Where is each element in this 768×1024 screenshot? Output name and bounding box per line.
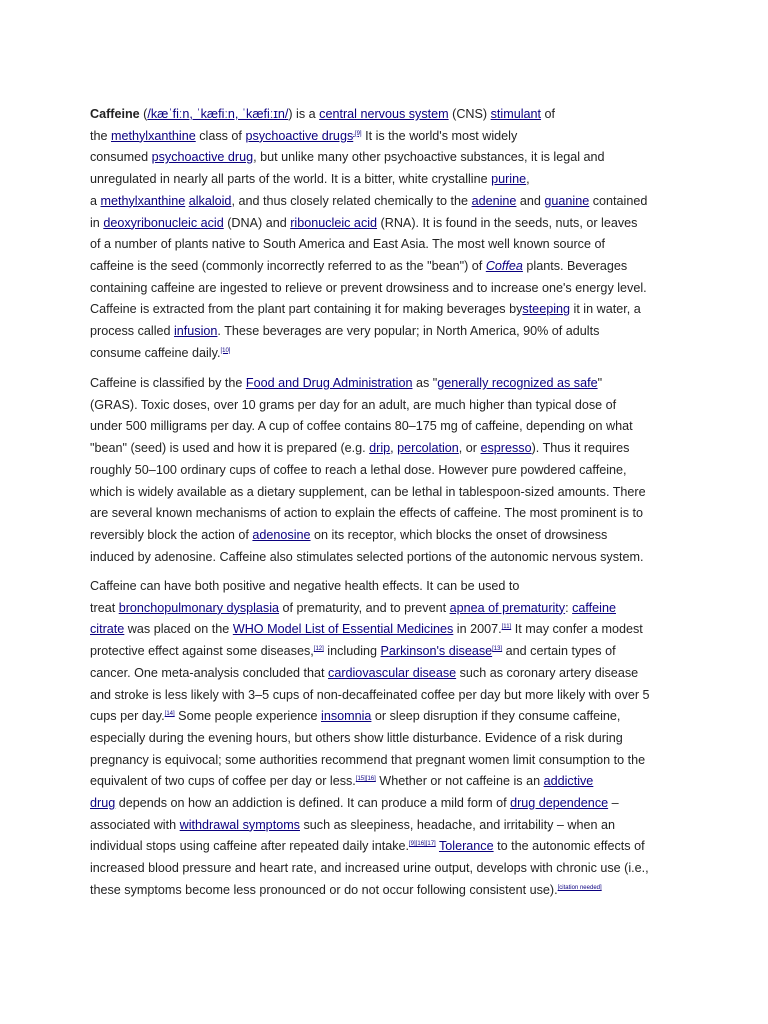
text-line [90,255,627,277]
article-link[interactable]: stimulant [490,107,542,121]
body-text: including [323,644,381,659]
body-text: individual stops using caffeine after repeated daily intake. [90,839,410,854]
citation [314,646,324,652]
body-text: treat [90,600,119,615]
text-line [90,662,638,684]
body-text: (CNS) [448,107,491,121]
citation [502,624,512,630]
text-line [90,320,599,342]
text-line [90,618,643,640]
body-text: (RNA). It is found in the seeds, nuts, or leaves [377,215,638,230]
article-link[interactable]: insomnia [321,709,372,724]
text-line [90,814,615,836]
body-text: pregnancy is equivocal; some authorities recommend that pregnant women limit consumption to the [90,752,646,767]
article-link[interactable]: withdrawal symptoms [179,817,300,832]
body-text: depends on how an addiction is defined. It can produce a mild form of [115,796,511,810]
body-text: caffeine is the seed (commonly incorrectly referred to as the "bean") of [90,258,486,273]
text-line [90,524,607,546]
body-text: Caffeine can have both positive and negative health effects. It can be used to [90,579,520,593]
article-link[interactable]: /kæˈfiːn, ˈkæfiːn, ˈkæfiːɪn/ [147,107,289,121]
body-text: these symptoms become less pronounced or do not occur following consistent use). [90,882,558,897]
body-text: – [608,796,619,810]
body-text: . These beverages are very popular; in North America, 90% of adults [217,324,600,338]
article-link[interactable]: addictive [543,774,594,789]
citation-link[interactable]: .[9] [353,130,362,137]
article-link[interactable]: alkaloid [188,193,232,208]
body-text: as " [412,376,438,390]
text-line [90,190,647,212]
text-line [90,481,646,503]
body-text: in 2007. [453,622,502,637]
body-text: , [390,441,398,456]
body-text: of prematurity, and to prevent [279,600,450,615]
body-text: , [526,172,530,187]
body-text: cups per day. [90,709,165,724]
body-text: of a number of plants native to South America and East Asia. The most well known source of [90,237,605,252]
body-text: a [90,193,101,208]
body-text: : [565,600,573,615]
body-text: induced by adenosine. Caffeine also stimulates selected portions of the autonomic nervous system. [90,549,644,564]
citation [558,885,602,891]
article-link[interactable]: drip [369,441,391,456]
text-line [90,103,555,125]
body-text: class of [195,128,246,143]
article-link[interactable]: central nervous system [319,107,449,121]
body-text: containing caffeine are ingested to relieve or prevent drowsiness and to increase one's energy level. [90,280,647,295]
body-text: and certain types of [502,644,616,659]
text-line [90,168,530,190]
body-text: on its receptor, which blocks the onset of drowsiness [310,527,608,542]
article-link[interactable]: methylxanthine [100,193,186,208]
body-text: was placed on the [124,622,233,637]
citation-link[interactable]: [12] [313,646,324,653]
text-line [90,342,230,364]
body-text: Whether or not caffeine is an [375,774,544,789]
body-text: , but unlike many other psychoactive substances, it is legal and [253,150,605,165]
text-line [90,640,616,662]
body-text: , and thus closely related chemically to the [231,193,472,208]
text-line [90,727,623,749]
body-text: (DNA) and [223,215,291,230]
article-link[interactable]: deoxyribonucleic acid [103,215,224,230]
text-line [90,879,602,901]
citation [165,711,175,717]
body-text: and stroke is less likely with 3–5 cups of non-decaffeinated coffee per day but more likely with over 5 [90,687,650,702]
body-text: It may confer a modest [511,622,643,637]
body-text: it in water, a [570,302,641,317]
body-text: "bean" (seed) is used and how it is prepared (e.g. [90,441,370,456]
body-text: in [90,215,104,230]
article-link[interactable]: infusion [174,324,218,338]
body-text: are several known mechanisms of action to explain the effects of caffeine. The most prominent is to [90,506,644,521]
article-link[interactable]: purine [491,172,527,187]
article-link[interactable]: ribonucleic acid [290,215,378,230]
citation [220,348,230,354]
article-link[interactable]: Tolerance [438,839,494,854]
citation-link[interactable]: [9][16][17] [409,841,436,848]
text-line [90,437,629,459]
article-link[interactable]: guanine [544,193,590,208]
citation [409,841,436,847]
body-text: and [516,193,545,208]
body-text: plants. Beverages [522,258,628,273]
article-link[interactable]: adenine [471,193,517,208]
text-line [90,277,647,299]
body-text: consumed [90,150,152,165]
article-link[interactable]: psychoactive drug [151,150,254,165]
citation [492,646,502,652]
article-link[interactable]: methylxanthine [111,128,196,143]
article-link[interactable]: bronchopulmonary dysplasia [118,600,280,615]
body-text: of [541,107,556,121]
body-text: consume caffeine daily. [90,345,221,360]
body-text: Caffeine is extracted from the plant part containing it for making beverages by [90,302,523,317]
body-text: roughly 50–100 ordinary cups of coffee to reach a lethal dose. However pure powdered caffeine, [90,462,627,477]
text-line [90,394,616,416]
text-line [90,597,616,619]
article-link[interactable]: WHO Model List of Essential Medicines [232,622,454,637]
article-link[interactable]: steeping [522,302,571,317]
citation-link[interactable]: [11] [501,624,512,631]
article-link[interactable]: caffeine [572,600,616,615]
body-text: ). Thus it requires [531,441,630,456]
article-link[interactable]: Parkinson's disease [380,644,493,659]
article-link[interactable]: percolation [397,441,459,456]
citation [353,131,361,137]
citation-link[interactable]: [13] [492,646,503,653]
text-line [90,749,645,771]
text-line [90,770,593,792]
citation-link[interactable]: [10] [220,347,231,354]
text-line [90,705,620,727]
article-link[interactable]: espresso [480,441,532,456]
article-link[interactable]: Food and Drug Administration [245,376,413,390]
body-text: " [597,376,603,390]
body-text: or sleep disruption if they consume caffeine, [371,709,621,724]
citation-link[interactable]: [citation needed] [557,884,602,891]
body-text: such as sleepiness, headache, and irritability – when an [299,817,616,832]
text-line [90,372,602,394]
article-link[interactable]: drug [90,796,116,810]
article-link[interactable]: citrate [90,622,125,637]
body-text: such as coronary artery disease [456,665,639,680]
article-link[interactable]: drug dependence [510,796,609,810]
body-text: cancer. One meta-analysis concluded that [90,665,329,680]
article-link[interactable]: psychoactive drugs [245,128,354,143]
article-link[interactable]: Coffea [485,258,523,273]
body-text: the [90,128,112,143]
citation [356,776,376,782]
article-link[interactable]: adenosine [252,527,311,542]
text-line [90,233,605,255]
article-link[interactable]: generally recognized as safe [437,376,598,390]
body-text: associated with [90,817,180,832]
text-line [90,835,645,857]
text-line [90,857,649,879]
text-line [90,212,637,234]
body-text: reversibly block the action of [90,527,253,542]
article-title-term: Caffeine [90,107,140,121]
article-link[interactable]: cardiovascular disease [328,665,457,680]
body-text: protective effect against some diseases, [90,644,314,659]
body-text: especially during the evening hours, but others show little disturbance. Evidence of a risk during [90,730,623,745]
body-text: increased blood pressure and heart rate, and increased urine output, develops with chronic use (i.e., [90,861,649,876]
body-text: ( [139,107,148,121]
body-text: under 500 milligrams per day. A cup of coffee contains 80–175 mg of caffeine, depending on what [90,419,633,434]
body-text: equivalent of two cups of coffee per day or less. [90,774,356,789]
body-text: It is the world's most widely [361,128,518,143]
citation-link[interactable]: [14] [164,711,175,718]
text-line [90,298,641,320]
text-line [90,125,517,147]
text-line [90,415,633,437]
text-line [90,459,627,481]
text-line [90,684,650,706]
body-text: process called [90,324,174,338]
text-line [90,546,644,568]
citation-link[interactable]: [15][16] [355,776,376,783]
body-text: to the autonomic effects of [493,839,645,854]
text-line [90,575,519,597]
body-text: Caffeine is classified by the [90,376,246,390]
body-text: which is widely available as a dietary supplement, can be lethal in tablespoon-sized amounts. There [90,484,646,499]
body-text: , or [458,441,481,456]
body-text: ) is a [288,107,320,121]
text-line [90,502,643,524]
article-link[interactable]: apnea of prematurity [449,600,566,615]
body-text: Some people experience [174,709,322,724]
body-text: unregulated in nearly all parts of the world. It is a bitter, white crystalline [90,172,492,187]
text-line [90,792,619,814]
text-line [90,146,605,168]
body-text: (GRAS). Toxic doses, over 10 grams per day for an adult, are much higher than typical dose of [90,397,617,412]
body-text: contained [589,193,648,208]
